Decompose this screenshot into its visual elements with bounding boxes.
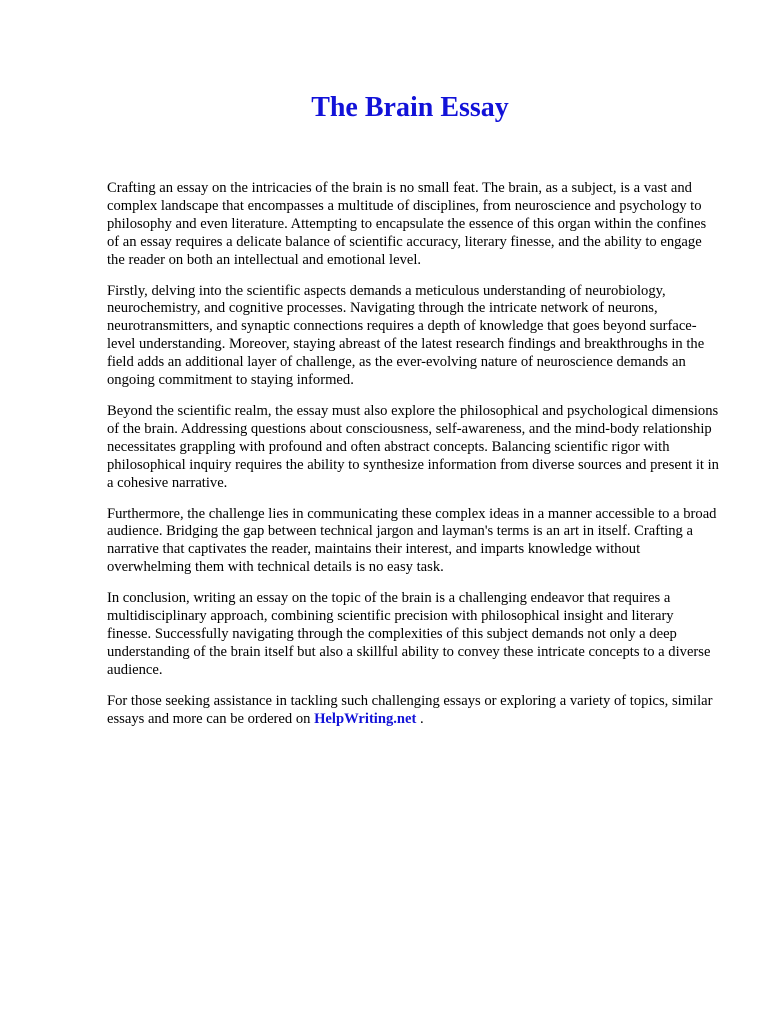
paragraph-conclusion: In conclusion, writing an essay on the topic of the brain is a challenging endeavor that requires a multidisciplinary approach, combining scientific precision with philosophical insight and literary finesse. Successfully navigating through the complexities of this subject demands not only a deep understanding of the brain itself but also a skillful ability to convey these intricate concepts to a diverse audience.	[107, 590, 711, 678]
paragraph-closing	[107, 693, 719, 729]
paragraph-philosophical: Beyond the scientific realm, the essay must also explore the philosophical and psychological dimensions of the brain. Addressing questions about consciousness, self-awareness, and the mind-body relationship necessitates grappling with profound and often abstract concepts. Balancing scientific rigor with philosophical inquiry requires the ability to synthesize information from diverse sources and present it in a cohesive narrative.	[107, 402, 719, 491]
paragraph-intro: Crafting an essay on the intricacies of the brain is no small feat. The brain, as a subject, is a vast and complex landscape that encompasses a multitude of disciplines, from neuroscience and psychology to philosophy and even literature. Attempting to encapsulate the essence of this organ within the confines of an essay requires a delicate balance of scientific accuracy, literary finesse, and the ability to engage the reader on both an intellectual and emotional level.	[107, 180, 707, 268]
paragraph-communication: Furthermore, the challenge lies in communicating these complex ideas in a manner accessible to a broad audience. Bridging the gap between technical jargon and layman's terms is an art in itself. Crafting a narrative that captivates the reader, maintains their interest, and imparts knowledge without overwhelming them with technical details is no easy task.	[107, 505, 717, 576]
paragraph-scientific: Firstly, delving into the scientific aspects demands a meticulous understanding of neurobiology, neurochemistry, and cognitive processes. Navigating through the intricate network of neurons, neurotransmitters, and synaptic connections requires a depth of knowledge that goes beyond surface-level understanding. Moreover, staying abreast of the latest research findings and breakthroughs in the field adds an additional layer of challenge, as the ever-evolving nature of neuroscience demands an ongoing commitment to staying informed.	[107, 282, 705, 389]
helpwriting-link[interactable]: HelpWriting.net	[314, 710, 417, 727]
essay-body	[107, 180, 719, 741]
page-title: The Brain Essay	[311, 92, 509, 123]
closing-text: For those seeking assistance in tackling such challenging essays or exploring a variety of topics, similar essays and more can be ordered on	[107, 692, 713, 727]
closing-punctuation: .	[416, 710, 424, 727]
